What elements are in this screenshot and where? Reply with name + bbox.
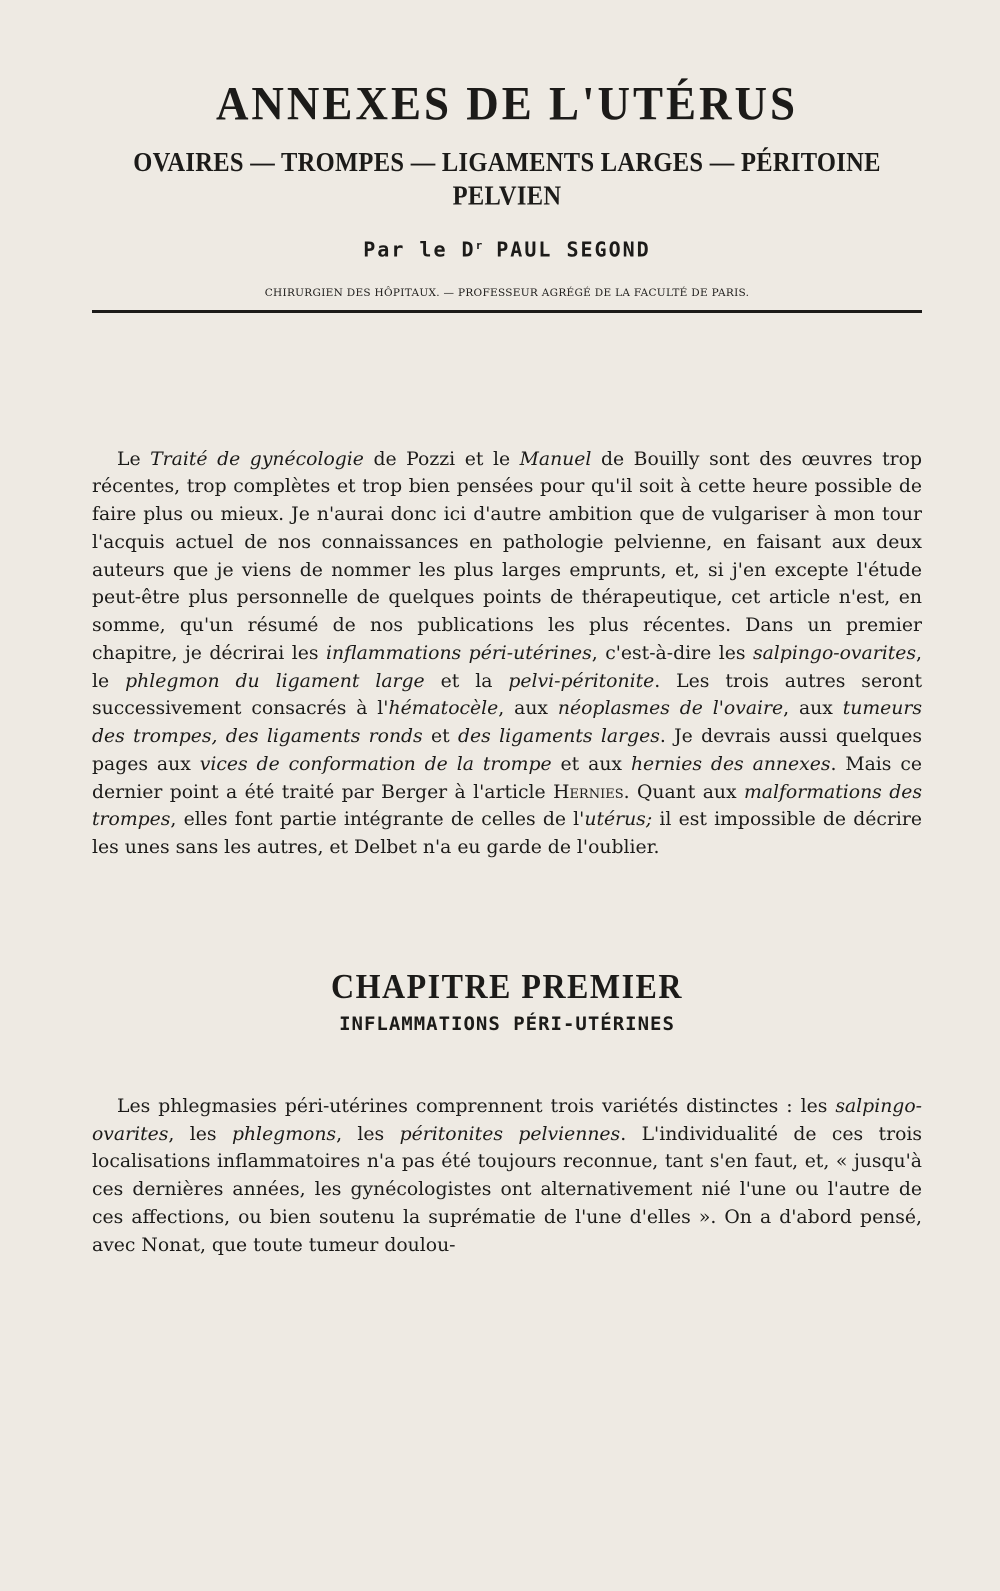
intro-text-2: de Pozzi et le [363, 448, 520, 470]
para2-text-3: , les [336, 1123, 400, 1145]
intro-text-12: et aux [551, 753, 631, 775]
page-title: ANNEXES DE L'UTÉRUS [215, 77, 799, 131]
para2-text-4: . L'individualité de ces trois localisations inflammatoires n'a pas été toujours reconnue, tant s'en faut, et, « jusqu'à ces dernières années, les gynécologistes ont alternativement nié l'une ou l'autre de ces affections, ou bien soutenu la suprématie de l'une d'elles ». On a d'abord pensé, avec Nonat, que toute tumeur doulou- [92, 1123, 923, 1256]
page-content [92, 78, 922, 1259]
intro-text-16: il est impossible de décrire les unes sans les autres, et Delbet n'a eu garde de l'oublier. [92, 809, 922, 859]
intro-italic-13: malformations des trompes [92, 781, 922, 831]
author-credentials: CHIRURGIEN DES HÔPITAUX. — PROFESSEUR AGRÉGÉ DE LA FACULTÉ DE PARIS. [264, 286, 750, 299]
intro-italic-5: phlegmon du ligament large [125, 670, 425, 692]
intro-italic-2: Manuel [519, 448, 592, 470]
intro-italic-9: tumeurs des trompes, des ligaments ronds [92, 698, 923, 748]
intro-italic-7: hématocèle [388, 698, 499, 720]
intro-smallcaps-1: Hernies [553, 781, 624, 803]
para2-text-1: Les phlegmasies péri-utérines comprennent trois variétés distinctes : les [117, 1095, 836, 1117]
intro-text-9: , aux [783, 698, 843, 720]
page-subtitle: OVAIRES — TROMPES — LIGAMENTS LARGES — PÉRITOINE PELVIEN [133, 147, 881, 212]
header-rule [92, 310, 922, 313]
intro-text-4: , c'est-à-dire les [591, 642, 753, 664]
intro-italic-11: vices de conformation de la trompe [199, 753, 552, 775]
para2-text-2: , les [168, 1123, 232, 1145]
para2-italic-3: péritonites pelviennes [399, 1123, 621, 1145]
intro-italic-3: inflammations péri-utérines [325, 642, 592, 664]
author-sup: r [475, 239, 483, 252]
intro-text-15: , elles font partie intégrante de celles de l' [170, 809, 585, 831]
intro-text-5: , le [92, 642, 922, 692]
author-line [92, 232, 922, 264]
intro-text-6: et la [424, 670, 509, 692]
chapter-paragraph [92, 1093, 922, 1260]
intro-italic-6: pelvi-péritonite [508, 670, 655, 692]
intro-italic-12: hernies des annexes [630, 753, 831, 775]
intro-text-13: . Mais ce dernier point a été traité par Berger à l'article [92, 753, 922, 803]
intro-italic-1: Traité de gynécologie [150, 448, 364, 470]
chapter-title: CHAPITRE PREMIER [330, 966, 683, 1006]
para2-italic-1: salpingo-ovarites [92, 1095, 922, 1145]
intro-italic-8: néoplasmes de l'ovaire [557, 698, 784, 720]
intro-italic-4: salpingo-ovarites [752, 642, 916, 664]
intro-text-11: . Je devrais aussi quelques pages aux [92, 726, 922, 775]
intro-italic-10: des ligaments larges [458, 726, 660, 748]
chapter-subtitle: INFLAMMATIONS PÉRI-UTÉRINES [339, 1012, 675, 1035]
author-name: PAUL SEGOND [482, 237, 651, 262]
intro-text-14: . Quant aux [623, 781, 744, 803]
intro-text-8: , aux [498, 698, 558, 720]
intro-text-3: de Bouilly sont des œuvres trop récentes, trop complètes et trop bien pensées pour qu'il soit à cette heure possible de faire plus ou mieux. Je n'aurai donc ici d'autre ambition que de vulgariser à mon tour l'acquis actuel de nos connaissances en pathologie pelvienne, en faisant aux deux auteurs que je viens de nommer les plus larges emprunts, et, si j'en excepte l'étude peut-être plus personnelle de quelques points de thérapeutique, cet article n'est, en somme, qu'un résumé de nos publications les plus récentes. Dans un premier chapitre, je décrirai les [92, 448, 922, 664]
intro-paragraph [92, 446, 922, 862]
intro-text-1: Le [117, 448, 151, 470]
intro-text-7: . Les trois autres seront successivement consacrés à l' [92, 670, 922, 720]
intro-text-10: et [422, 726, 459, 748]
para2-italic-2: phlegmons [231, 1123, 337, 1145]
intro-italic-14: utérus; [584, 809, 653, 831]
author-prefix: Par le D [363, 237, 476, 262]
